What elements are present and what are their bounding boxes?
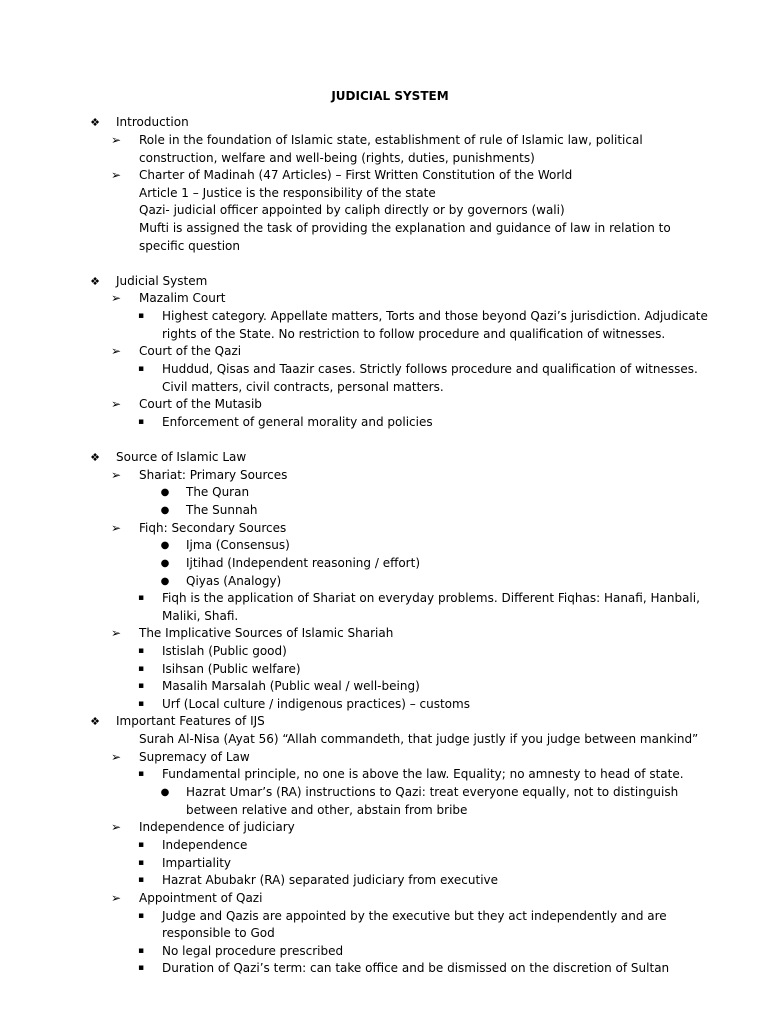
square-bullet-icon: ▪ xyxy=(137,593,145,603)
text-line: Fiqh: Secondary Sources xyxy=(139,521,287,535)
square-bullet-icon: ▪ xyxy=(137,858,145,868)
text-line: The Implicative Sources of Islamic Shariah xyxy=(139,626,394,640)
arrow-bullet-icon: ➢ xyxy=(110,820,122,834)
arrow-bullet-icon: ➢ xyxy=(110,891,122,905)
square-bullet-icon: ▪ xyxy=(137,699,145,709)
text-line: Urf (Local culture / indigenous practices) – customs xyxy=(162,697,470,711)
text-line: The Quran xyxy=(186,485,250,499)
text-line: Maliki, Shafi. xyxy=(162,609,239,623)
text-line: Independence of judiciary xyxy=(139,820,295,834)
text-line: Important Features of IJS xyxy=(116,714,265,728)
arrow-bullet-icon: ➢ xyxy=(110,626,122,640)
arrow-bullet-icon: ➢ xyxy=(110,168,122,182)
text-line: Fundamental principle, no one is above the law. Equality; no amnesty to head of state. xyxy=(162,767,684,781)
text-line: Huddud, Qisas and Taazir cases. Strictly follows procedure and qualification of witnesses. xyxy=(162,362,698,376)
text-line: The Sunnah xyxy=(186,503,258,517)
text-line: construction, welfare and well-being (rights, duties, punishments) xyxy=(139,151,535,165)
dot-bullet-icon: ● xyxy=(160,540,170,551)
square-bullet-icon: ▪ xyxy=(137,875,145,885)
document-title: JUDICIAL SYSTEM xyxy=(331,89,449,103)
text-line: Qiyas (Analogy) xyxy=(186,574,282,588)
square-bullet-icon: ▪ xyxy=(137,911,145,921)
text-line: Charter of Madinah (47 Articles) – First Written Constitution of the World xyxy=(139,168,573,182)
square-bullet-icon: ▪ xyxy=(137,664,145,674)
text-line: Surah Al-Nisa (Ayat 56) “Allah commandeth, that judge justly if you judge between mankind” xyxy=(139,732,699,746)
square-bullet-icon: ▪ xyxy=(137,769,145,779)
dot-bullet-icon: ● xyxy=(160,505,170,516)
diamond-bullet-icon: ❖ xyxy=(90,275,100,288)
square-bullet-icon: ▪ xyxy=(137,840,145,850)
text-line: Civil matters, civil contracts, personal matters. xyxy=(162,380,444,394)
text-line: Hazrat Abubakr (RA) separated judiciary from executive xyxy=(162,873,499,887)
arrow-bullet-icon: ➢ xyxy=(110,750,122,764)
text-line: Article 1 – Justice is the responsibility of the state xyxy=(139,186,436,200)
text-line: Istislah (Public good) xyxy=(162,644,287,658)
text-line: Court of the Qazi xyxy=(139,344,242,358)
text-line: Isihsan (Public welfare) xyxy=(162,662,301,676)
text-line: Qazi- judicial officer appointed by caliph directly or by governors (wali) xyxy=(139,203,565,217)
arrow-bullet-icon: ➢ xyxy=(110,291,122,305)
text-line: Enforcement of general morality and policies xyxy=(162,415,433,429)
arrow-bullet-icon: ➢ xyxy=(110,468,122,482)
text-line: specific question xyxy=(139,239,240,253)
square-bullet-icon: ▪ xyxy=(137,963,145,973)
text-line: Supremacy of Law xyxy=(139,750,250,764)
diamond-bullet-icon: ❖ xyxy=(90,715,100,728)
text-line: Judicial System xyxy=(116,274,208,288)
text-line: Mufti is assigned the task of providing the explanation and guidance of law in relation to xyxy=(139,221,671,235)
text-line: Judge and Qazis are appointed by the executive but they act independently and are xyxy=(162,909,667,923)
text-line: Introduction xyxy=(116,115,189,129)
square-bullet-icon: ▪ xyxy=(137,311,145,321)
arrow-bullet-icon: ➢ xyxy=(110,397,122,411)
text-line: Fiqh is the application of Shariat on everyday problems. Different Fiqhas: Hanafi, Hanbali, xyxy=(162,591,700,605)
text-line: Shariat: Primary Sources xyxy=(139,468,288,482)
text-line: No legal procedure prescribed xyxy=(162,944,344,958)
square-bullet-icon: ▪ xyxy=(137,681,145,691)
arrow-bullet-icon: ➢ xyxy=(110,521,122,535)
square-bullet-icon: ▪ xyxy=(137,646,145,656)
square-bullet-icon: ▪ xyxy=(137,946,145,956)
text-line: Ijtihad (Independent reasoning / effort) xyxy=(186,556,421,570)
text-line: Court of the Mutasib xyxy=(139,397,262,411)
text-line: Impartiality xyxy=(162,856,231,870)
text-line: Hazrat Umar’s (RA) instructions to Qazi: treat everyone equally, not to distinguish xyxy=(186,785,679,799)
dot-bullet-icon: ● xyxy=(160,487,170,498)
diamond-bullet-icon: ❖ xyxy=(90,451,100,464)
text-line: rights of the State. No restriction to follow procedure and qualification of witnesses. xyxy=(162,327,666,341)
arrow-bullet-icon: ➢ xyxy=(110,133,122,147)
text-line: Highest category. Appellate matters, Torts and those beyond Qazi’s jurisdiction. Adjudicate xyxy=(162,309,708,323)
text-line: Independence xyxy=(162,838,248,852)
text-line: Source of Islamic Law xyxy=(116,450,247,464)
text-line: between relative and other, abstain from bribe xyxy=(186,803,468,817)
text-line: Appointment of Qazi xyxy=(139,891,263,905)
text-line: Duration of Qazi’s term: can take office and be dismissed on the discretion of Sultan xyxy=(162,961,670,975)
square-bullet-icon: ▪ xyxy=(137,364,145,374)
arrow-bullet-icon: ➢ xyxy=(110,344,122,358)
text-line: responsible to God xyxy=(162,926,275,940)
diamond-bullet-icon: ❖ xyxy=(90,116,100,129)
dot-bullet-icon: ● xyxy=(160,787,170,798)
text-line: Masalih Marsalah (Public weal / well-being) xyxy=(162,679,420,693)
text-line: Mazalim Court xyxy=(139,291,226,305)
square-bullet-icon: ▪ xyxy=(137,417,145,427)
dot-bullet-icon: ● xyxy=(160,558,170,569)
text-line: Role in the foundation of Islamic state, establishment of rule of Islamic law, political xyxy=(139,133,643,147)
dot-bullet-icon: ● xyxy=(160,576,170,587)
text-line: Ijma (Consensus) xyxy=(186,538,290,552)
